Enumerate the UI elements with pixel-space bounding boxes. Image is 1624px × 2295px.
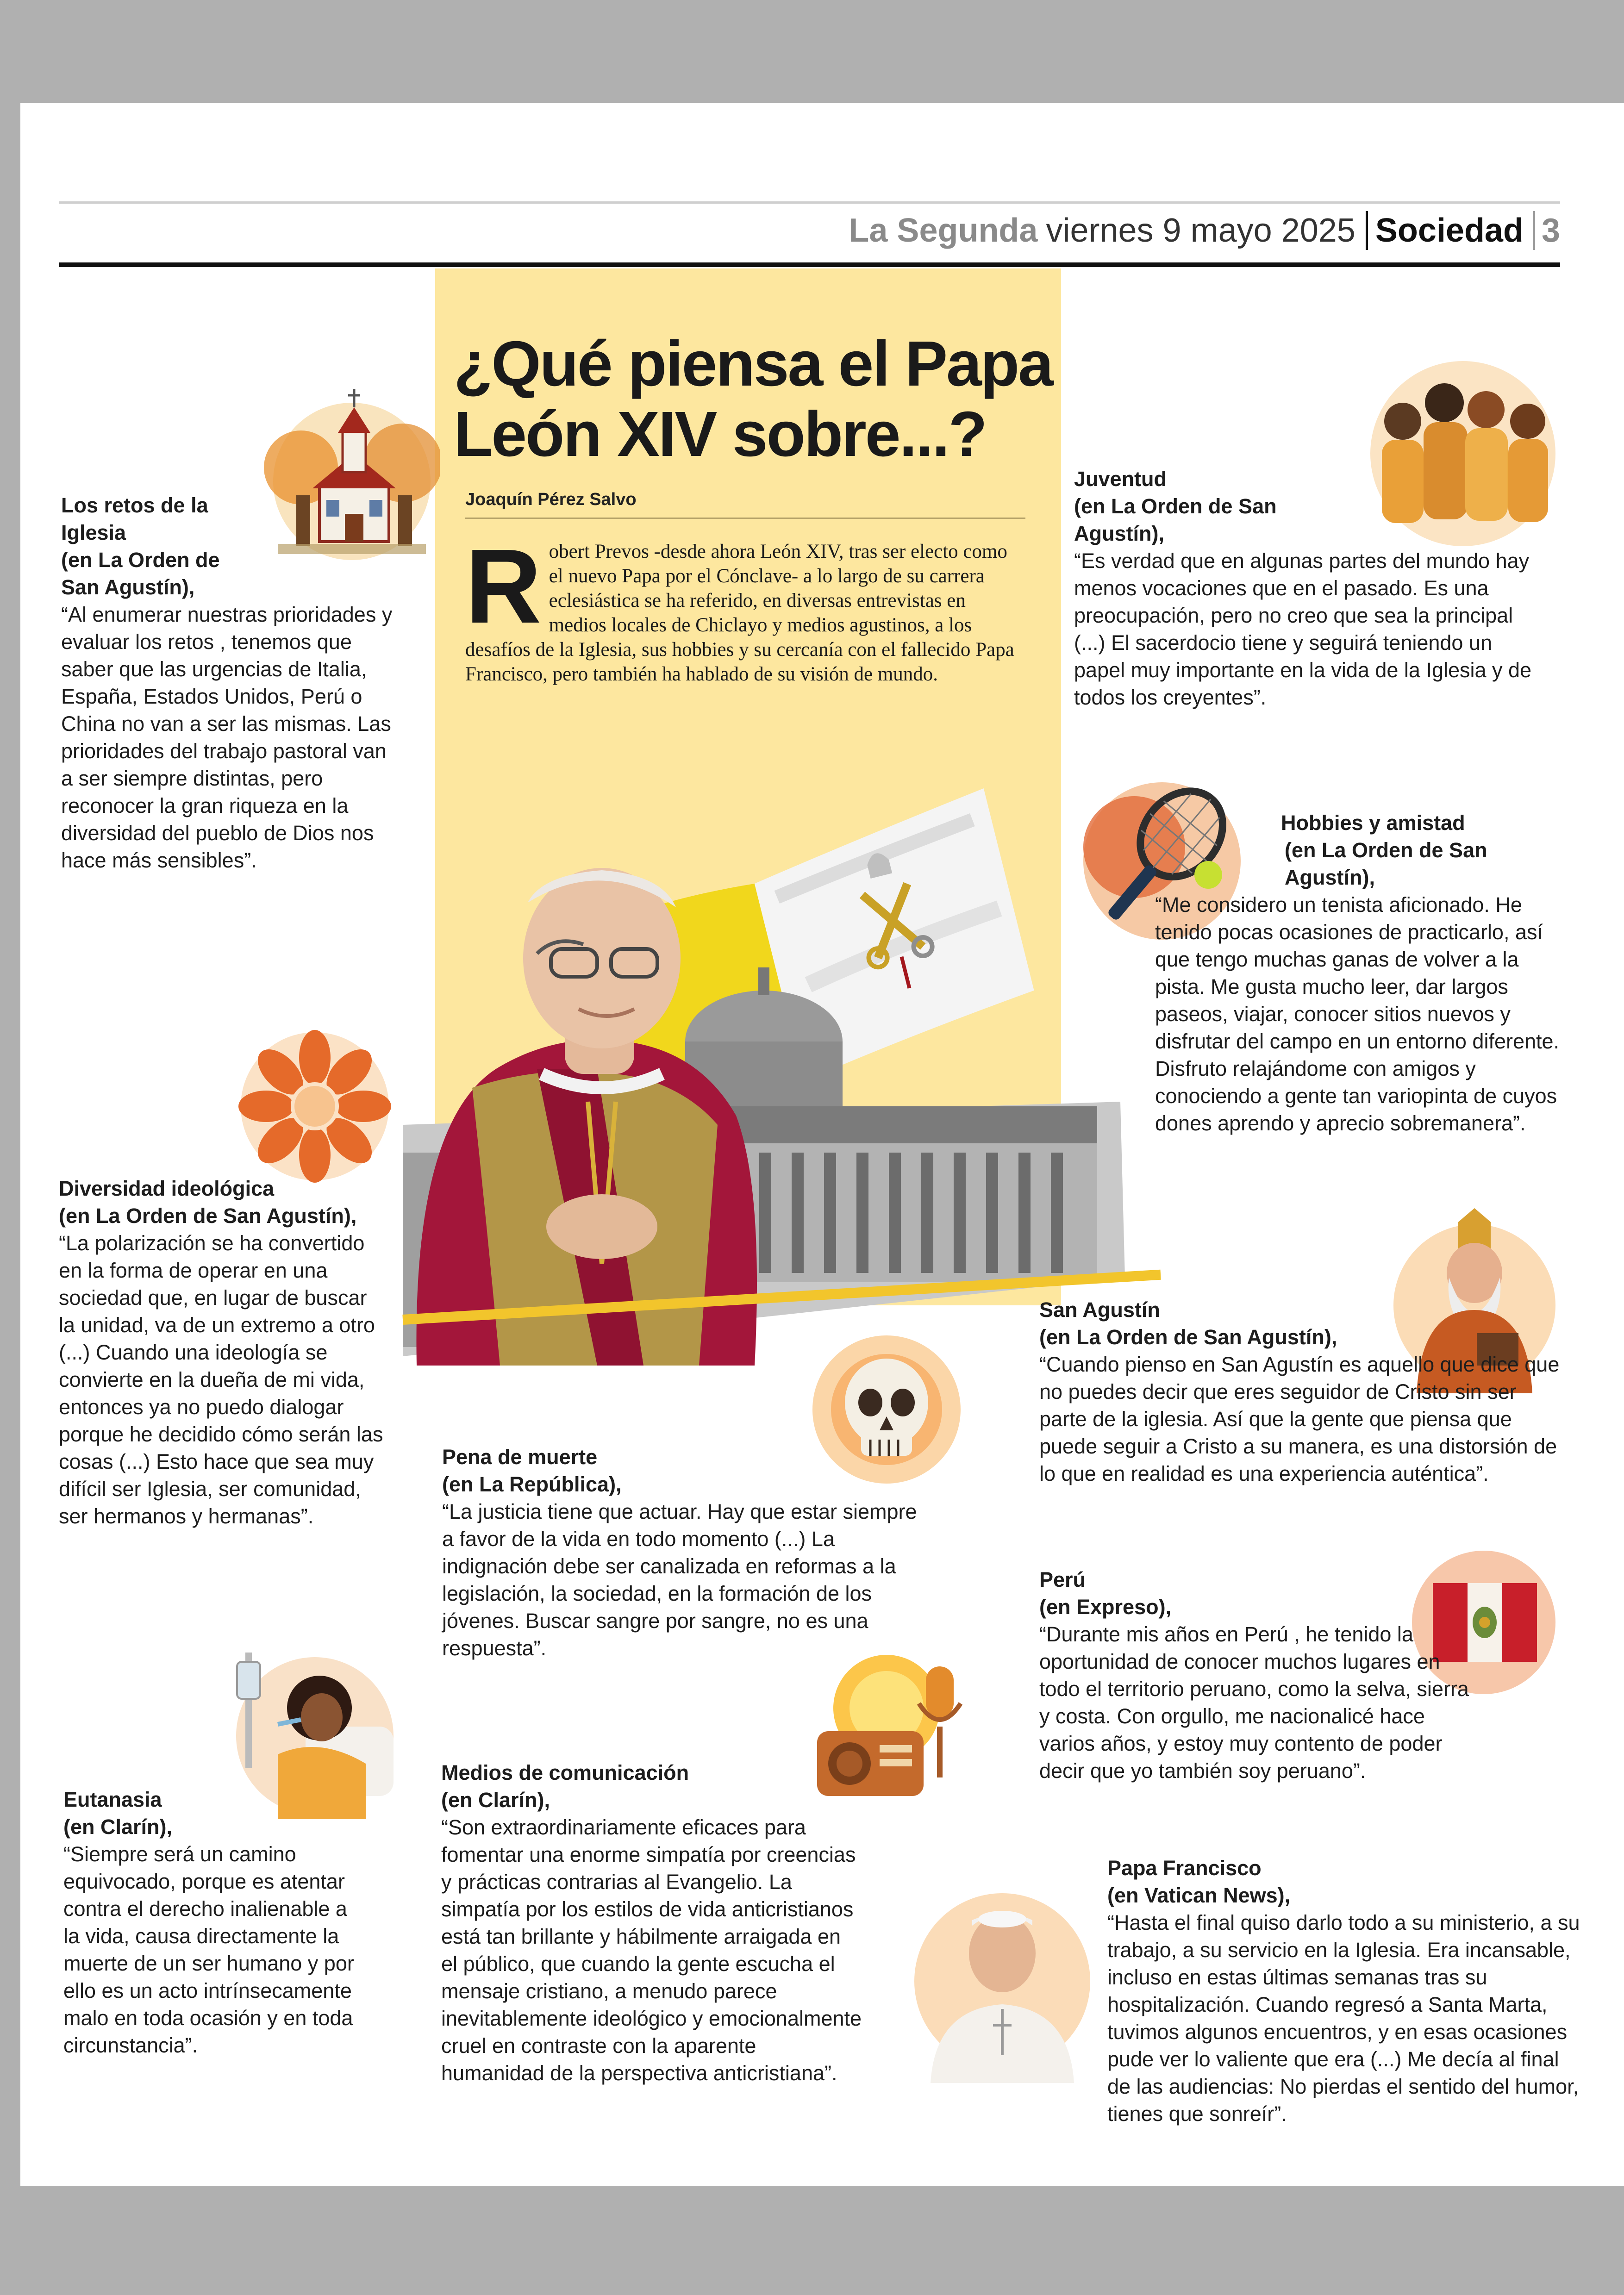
section-hobbies <box>1155 809 1572 1137</box>
section-quote-text: “Es verdad que en algunas partes del mundo hay menos vocaciones que en el pasado. Es una preocupación, pero no creo que sea la principal (...) El sacerdocio tiene y seguirá teniendo un papel muy importante en la vida de la Iglesia y de todos los creyentes”. <box>1074 549 1532 709</box>
masthead-page-number: 3 <box>1541 212 1560 249</box>
section-peru <box>1039 1566 1470 1784</box>
lede-paragraph <box>465 528 1021 686</box>
section-diversidad <box>59 1175 387 1530</box>
section-source: (en La Orden de San Agustín), <box>1074 494 1277 545</box>
pope-photo <box>403 708 1171 1366</box>
pope-francis-icon <box>912 1879 1093 2083</box>
masthead-divider <box>1366 211 1368 250</box>
section-title: Pena de muerte <box>442 1445 598 1469</box>
section-title: Los retos de la Iglesia <box>61 493 208 544</box>
lede-text: obert Prevos -desde ahora León XIV, tras ser electo como el nuevo Papa por el Cónclave- a lo largo de su carrera eclesiástica se ha referido, en diversas entrevistas en medios locales de Chiclayo y medios agustinos, a los desafíos de la Iglesia, sus hobbies y su cercanía con el fallecido Papa Francisco, pero también ha hablado de su visión de mundo. <box>465 541 1014 685</box>
section-source: (en La Orden de San Agustín), <box>61 548 220 599</box>
section-quote: “Me considero un tenista aficionado. He tenido pocas ocasiones de practicarlo, así que tengo muchas ganas de volver a la pista. Me gusta mucho leer, dar largos paseos, viajar, conocer sitios nuevos y disfrutar del campo en un entorno diferente. Disfruto relajándome con amigos y conociendo a gente tan variopinta de cuyos dones aprendo y aprecio sobremanera”. <box>1155 893 1560 1135</box>
dropcap: R <box>465 528 542 645</box>
section-title: Eutanasia <box>63 1788 162 1811</box>
section-juventud <box>1074 465 1546 711</box>
section-source: (en La Orden de San Agustín), <box>1285 838 1487 889</box>
section-quote: “La justicia tiene que actuar. Hay que estar siempre a favor de la vida en todo momento (...) La indignación debe ser canalizada en reformas a la legislación, la sociedad, en la formación de los jóvenes. Buscar sangre por sangre, no es una respuesta”. <box>442 1500 917 1660</box>
section-eutanasia <box>63 1786 364 2059</box>
section-quote: “Durante mis años en Perú , he tenido la oportunidad de conocer muchos lugares en todo el territorio peruano, como la selva, sierra y costa. Con orgullo, me nacionalicé hace varios años, y estoy muy contento de poder decir que yo también soy peruano”. <box>1039 1622 1469 1783</box>
section-quote: “Cuando pienso en San Agustín es aquello que dice que no puedes decir que eres seguidor de Cristo sin ser parte de la iglesia. Así que la gente que piensa que puede seguir a Cristo a su manera, es una distorsión de lo que en realidad es una experiencia auténtica”. <box>1039 1353 1560 1485</box>
byline: Joaquín Pérez Salvo <box>465 490 637 509</box>
masthead <box>849 207 1560 254</box>
section-source: (en Clarín), <box>441 1788 550 1812</box>
hands-circle-icon <box>234 1025 396 1187</box>
section-quote: “La polarización se ha convertido en la forma de operar en una sociedad que, en lugar de buscar la unidad, va de un extremo a otro (...) Cuando una ideología se convierte en la dueña de mi vida, entonces ya no puedo dialogar porque he decidido cómo serán las cosas (...) Esto hace que sea muy difícil ser Iglesia, ser comunidad, ser hermanos y hermanas”. <box>59 1231 383 1528</box>
section-pena <box>442 1443 928 1662</box>
section-francisco <box>1107 1854 1584 2127</box>
section-source: (en Clarín), <box>63 1815 173 1839</box>
section-source: (en La Orden de San Agustín), <box>1039 1325 1337 1349</box>
masthead-paper-name: La Segunda <box>849 212 1038 249</box>
section-retos <box>61 492 394 874</box>
headline-line-2: León XIV sobre...? <box>454 399 986 470</box>
section-quote: “Son extraordinariamente eficaces para fomentar una enorme simpatía por creencias y prácticas contrarias al Evangelio. La simpatía por los estilos de vida anticristianos está tan brillante y hábilmente arraigada en el público, que cuando la gente escucha el mensaje cristiano, a menudo parece inevitablemente ideológico y emocionalmente cruel en contraste con la aparente humanidad de la perspectiva anticristiana”. <box>441 1815 862 2085</box>
section-quote: “Hasta el final quiso darlo todo a su ministerio, a su trabajo, a su servicio en la Iglesia. Era incansable, incluso en estas últimas semanas tras su hospitalización. Cuando regresó a Santa Marta, tuvimos algunos encuentros, y en esas ocasiones pude ver lo valiente que era (...) Me decía al final de las audiencias: No pierdas el sentido del humor, tienes que sonreír”. <box>1107 1911 1580 2126</box>
section-title: Hobbies y amistad <box>1281 811 1465 835</box>
section-quote <box>1074 547 1546 711</box>
section-title: San Agustín <box>1039 1298 1160 1322</box>
headline-line-1: ¿Qué piensa el Papa <box>454 328 1052 399</box>
header-rule <box>59 262 1560 267</box>
masthead-date: viernes 9 mayo 2025 <box>1046 212 1355 249</box>
section-title: Juventud <box>1074 467 1167 491</box>
section-sanagustin <box>1039 1296 1576 1487</box>
byline-rule <box>465 518 1025 519</box>
section-title: Diversidad ideológica <box>59 1177 275 1200</box>
section-source: (en Expreso), <box>1039 1595 1172 1619</box>
section-title: Medios de comunicación <box>441 1761 689 1784</box>
section-source: (en La Orden de San Agustín), <box>59 1204 357 1228</box>
section-title: Papa Francisco <box>1107 1856 1262 1880</box>
section-quote: “Siempre será un camino equivocado, porque es atentar contra el derecho inalienable a la vida, causa directamente la muerte de un ser humano y por ello es un acto intrínsecamente malo en toda ocasión y en toda circunstancia”. <box>63 1842 354 2057</box>
section-source: (en Vatican News), <box>1107 1883 1291 1907</box>
section-source: (en La República), <box>442 1472 622 1496</box>
section-quote: “Al enumerar nuestras prioridades y evaluar los retos , tenemos que saber que las urgencias de Italia, España, Estados Unidos, Perú o China no van a ser las mismas. Las prioridades del trabajo pastoral van a ser siempre distintas, pero reconocer la gran riqueza en la diversidad del pueblo de Dios nos hace más sensibles”. <box>61 603 393 872</box>
masthead-section: Sociedad <box>1375 212 1524 249</box>
section-medios <box>441 1759 862 2087</box>
masthead-divider <box>1533 211 1535 250</box>
section-title: Perú <box>1039 1568 1086 1591</box>
top-rule <box>59 201 1560 204</box>
article-headline <box>454 329 1056 469</box>
